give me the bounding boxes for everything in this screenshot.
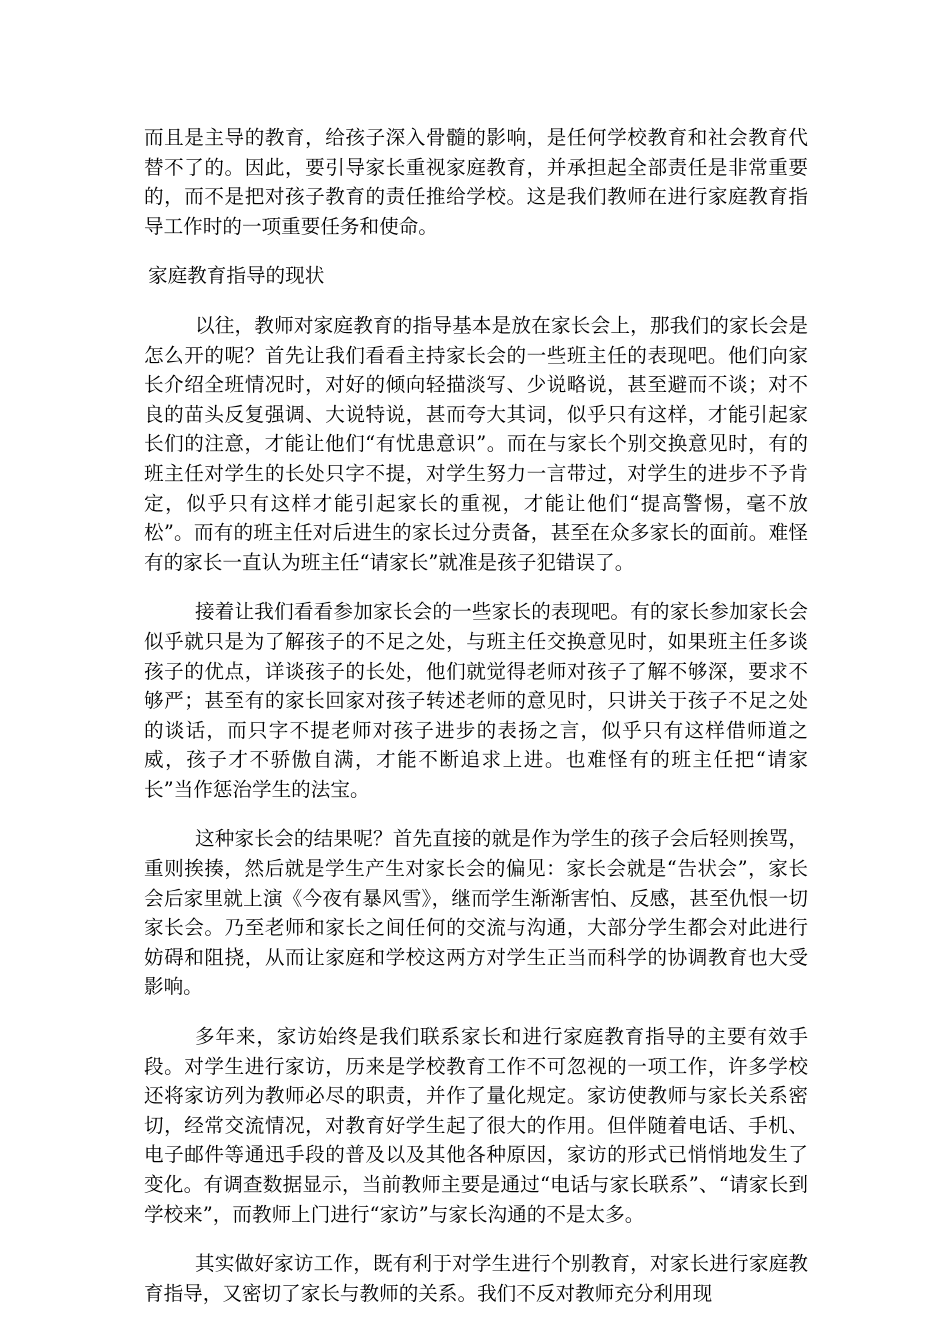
paragraph-parent-meeting-teachers: 以往，教师对家庭教育的指导基本是放在家长会上，那我们的家长会是怎么开的呢？首先让我们看看主持家长会的一些班主任的表现吧。他们向家长介绍全班情况时，对好的倾向轻描淡写、少说略说，甚至避而不谈；对不良的苗头反复强调、大说特说，甚而夸大其词，似乎只有这样，才能引起家长们的注意，才能让他们“有忧患意识”。而在与家长个别交换意见时，有的班主任对学生的长处只字不提，对学生努力一言带过，对学生的进步不予肯定，似乎只有这样才能引起家长的重视，才能让他们“提高警惕，毫不放松”。而有的班主任对后进生的家长过分责备，甚至在众多家长的面前。难怪有的家长一直认为班主任“请家长”就准是孩子犯错误了。: [144, 313, 808, 574]
paragraph-intro-continued: 而且是主导的教育，给孩子深入骨髓的影响，是任何学校教育和社会教育代替不了的。因此，要引导家长重视家庭教育，并承担起全部责任是非常重要的，而不是把对孩子教育的责任推给学校。这是我们教师在进行家庭教育指导工作时的一项重要任务和使命。: [144, 126, 808, 238]
paragraph-parent-meeting-parents: 接着让我们看看参加家长会的一些家长的表现吧。有的家长参加家长会似乎就只是为了解孩子的不足之处，与班主任交换意见时，如果班主任多谈孩子的优点，详谈孩子的长处，他们就觉得老师对孩子了解不够深，要求不够严；甚至有的家长回家对孩子转述老师的意见时，只讲关于孩子不足之处的谈话，而只字不提老师对孩子进步的表扬之言，似乎只有这样借师道之威，孩子才不骄傲自满，才能不断追求上进。也难怪有的班主任把“请家长”当作惩治学生的法宝。: [144, 600, 808, 801]
paragraph-home-visits: 多年来，家访始终是我们联系家长和进行家庭教育指导的主要有效手段。对学生进行家访，历来是学校教育工作不可忽视的一项工作，许多学校还将家访列为教师必尽的职责，并作了量化规定。家访使教师与家长关系密切，经常交流情况，对教育好学生起了很大的作用。但伴随着电话、手机、电子邮件等通迅手段的普及以及其他各种原因，家访的形式已悄悄地发生了变化。有调查数据显示，当前教师主要是通过“电话与家长联系”、“请家长到学校来”，而教师上门进行“家访”与家长沟通的不是太多。: [144, 1025, 808, 1226]
paragraph-home-visit-benefits: 其实做好家访工作，既有利于对学生进行个别教育，对家长进行家庭教育指导，又密切了家长与教师的关系。我们不反对教师充分利用现: [144, 1252, 808, 1305]
paragraph-meeting-results: 这种家长会的结果呢？首先直接的就是作为学生的孩子会后轻则挨骂，重则挨揍，然后就是学生产生对家长会的偏见：家长会就是“告状会”，家长会后家里就上演《今夜有暴风雪》，继而学生渐渐害怕、反感，甚至仇恨一切家长会。乃至老师和家长之间任何的交流与沟通，大部分学生都会对此进行妨碍和阻挠，从而让家庭和学校这两方对学生正当而科学的协调教育也大受影响。: [144, 827, 808, 999]
section-heading: 家庭教育指导的现状: [148, 264, 325, 288]
document-body: [144, 123, 808, 1328]
